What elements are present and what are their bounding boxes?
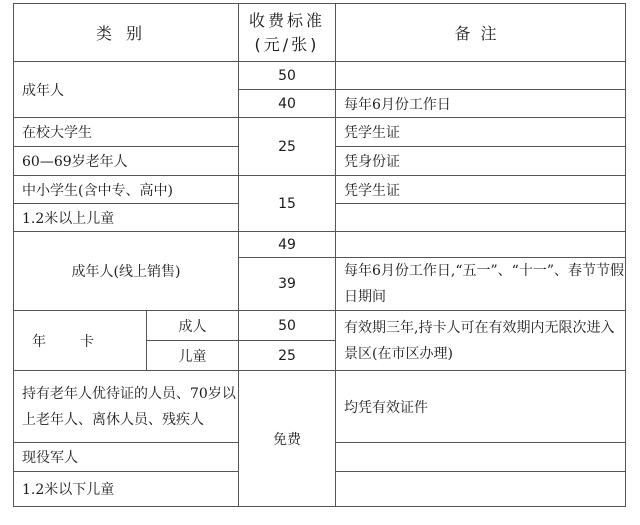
fee-table (13, 3, 626, 507)
header-note: 备注 (336, 4, 626, 62)
category-senior-60-69: 60—69岁老年人 (14, 147, 239, 176)
note-online-regular (336, 232, 626, 258)
category-child-over-1-2m: 1.2米以上儿童 (14, 204, 239, 232)
price-online-regular: 49 (239, 232, 336, 258)
price-free: 免费 (239, 371, 336, 507)
price-25-shared: 25 (239, 118, 336, 176)
note-adult-june: 每年6月份工作日 (336, 90, 626, 118)
price-15-shared: 15 (239, 176, 336, 232)
note-child-over-1-2m (336, 204, 626, 232)
note-free-child (336, 472, 626, 507)
header-price-line2: (元/张) (254, 34, 320, 54)
note-adult-regular (336, 62, 626, 90)
note-pupil: 凭学生证 (336, 176, 626, 204)
category-free-senior-retired-disabled: 持有老年人优待证的人员、70岁以上老年人、离休人员、残疾人 (14, 371, 239, 443)
annual-child-label: 儿童 (147, 341, 239, 371)
category-adult: 成年人 (14, 62, 239, 118)
annual-adult-label: 成人 (147, 311, 239, 341)
category-online-adult: 成年人(线上销售) (14, 232, 239, 311)
header-price-line1: 收费标准 (248, 10, 325, 30)
note-free-military (336, 443, 626, 472)
category-pupil: 中小学生(含中专、高中) (14, 176, 239, 204)
price-adult-regular: 50 (239, 62, 336, 90)
note-college-student: 凭学生证 (336, 118, 626, 147)
price-adult-june: 40 (239, 90, 336, 118)
header-price (239, 4, 336, 62)
price-online-holiday: 39 (239, 258, 336, 311)
category-annual-card: 年卡 (14, 311, 147, 371)
note-online-holiday: 每年6月份工作日,“五一”、“十一”、春节节假日期间 (336, 258, 626, 311)
note-free: 均凭有效证件 (336, 371, 626, 443)
note-senior-60-69: 凭身份证 (336, 147, 626, 176)
category-free-military: 现役军人 (14, 443, 239, 472)
price-annual-child: 25 (239, 341, 336, 371)
note-annual-card: 有效期三年,持卡人可在有效期内无限次进入景区(在市区办理) (336, 311, 626, 371)
category-free-child-under-1-2m: 1.2米以下儿童 (14, 472, 239, 507)
price-annual-adult: 50 (239, 311, 336, 341)
header-category: 类别 (14, 4, 239, 62)
category-college-student: 在校大学生 (14, 118, 239, 147)
